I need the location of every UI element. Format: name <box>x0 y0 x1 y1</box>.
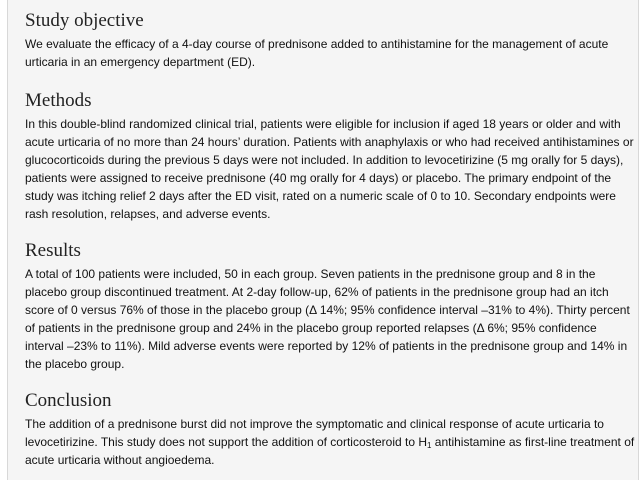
section-text-results: A total of 100 patients were included, 50 in each group. Seven patients in the prednisone group and 8 in the placebo group discontinued treatment. At 2-day follow-up, 62% of patients in the prednisone group had an itch score of 0 versus 76% of those in the placebo group (Δ 14%; 95% confidence interval –31% to 4%). Thirty percent of patients in the prednisone group and 24% in the placebo group reported relapses (Δ 6%; 95% confidence interval –23% to 11%). Mild adverse events were reported by 12% of patients in the prednisone group and 14% in the placebo group. <box>25 267 630 371</box>
conclusion-text-part-1: The addition of a prednisone burst did not improve the symptomatic and clinical response of acute urticaria to levocetirizine. This study does not support the addition of corticosteroid to H <box>25 417 604 449</box>
section-heading-study-objective: Study objective <box>25 10 144 31</box>
abstract-panel <box>7 0 639 480</box>
section-text-study-objective: We evaluate the efficacy of a 4-day course of prednisone added to antihistamine for the management of acute urticaria in an emergency department (ED). <box>25 37 609 69</box>
section-heading-results: Results <box>25 240 81 261</box>
section-text-methods: In this double-blind randomized clinical trial, patients were eligible for inclusion if aged 18 years or older and with acute urticaria of no more than 24 hours’ duration. Patients with anaphylaxis or who had received antihistamines or glucocorticoids during the previous 5 days were not included. In addition to levocetirizine (5 mg orally for 5 days), patients were assigned to receive prednisone (40 mg orally for 4 days) or placebo. The primary endpoint of the study was itching relief 2 days after the ED visit, rated on a numeric scale of 0 to 10. Secondary endpoints were rash resolution, relapses, and adverse events. <box>25 117 634 221</box>
section-conclusion <box>25 390 637 469</box>
section-study-objective <box>25 10 637 71</box>
conclusion-text-part-2: antihistamine as first-line treatment of acute urticaria without angioedema. <box>25 435 635 467</box>
section-text-conclusion <box>25 415 637 469</box>
h1-subscript: 1 <box>427 441 432 450</box>
section-heading-methods: Methods <box>25 90 92 111</box>
section-results <box>25 240 637 373</box>
section-methods <box>25 90 637 223</box>
section-heading-conclusion: Conclusion <box>25 390 112 411</box>
